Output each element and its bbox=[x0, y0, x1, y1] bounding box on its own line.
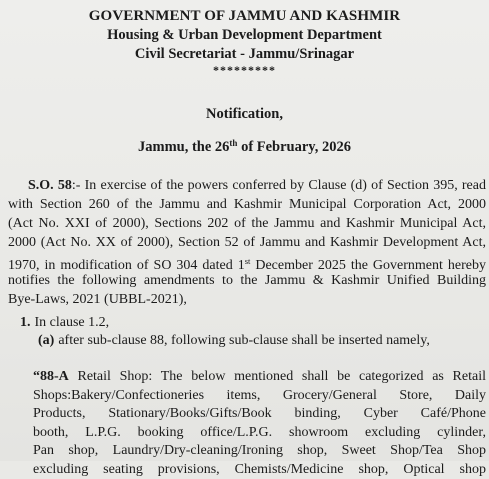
inserted-line-3: Products, Stationary/Books/Gifts/Book binding, Cyber Café/Phone bbox=[33, 405, 486, 424]
sub-clause-a bbox=[38, 333, 430, 349]
date-ordinal: th bbox=[229, 138, 237, 148]
inserted-line-1: “88-A Retail Shop: The below mentioned shall be categorized as Retail bbox=[33, 368, 486, 387]
inserted-label: “88-A bbox=[33, 369, 69, 384]
order-line-7: Bye-Laws, 2021 (UBBL-2021), bbox=[8, 290, 486, 309]
inserted-line-5: Pan shop, Laundry/Dry-cleaning/Ironing shop, Sweet Shop/Tea Shop bbox=[33, 442, 486, 461]
clause-number: 1. bbox=[20, 315, 31, 330]
inserted-line-6: excluding seating provisions, Chemists/Medicine shop, Optical shop bbox=[33, 461, 486, 479]
sub-clause-text: after sub-clause 88, following sub-clause shall be inserted namely, bbox=[58, 333, 430, 348]
inserted-line-4: booth, L.P.G. booking office/L.P.G. showroom excluding cylinder, bbox=[33, 424, 486, 443]
inserted-sub-clause bbox=[33, 368, 486, 479]
order-label: S.O. 58 bbox=[28, 178, 72, 193]
separator-stars: ********* bbox=[0, 63, 489, 78]
order-line-1: S.O. 58:- In exercise of the powers conferred by Clause (d) of Section 395, read bbox=[8, 176, 486, 195]
order-line-6: notifies the following amendments to the Jammu & Kashmir Unified Building bbox=[8, 271, 486, 290]
order-line-5: 1970, in modification of SO 304 dated 1st December 2025 the Government hereby bbox=[8, 252, 486, 271]
clause-text: In clause 1.2, bbox=[35, 315, 110, 330]
order-paragraph bbox=[8, 176, 486, 309]
date-prefix: Jammu, the 26 bbox=[138, 139, 229, 155]
secretariat-heading: Civil Secretariat - Jammu/Srinagar bbox=[0, 46, 489, 63]
notification-title: Notification, bbox=[0, 106, 489, 123]
order-line-3: (Act No. XXI of 2000), Sections 202 of the Jammu and Kashmir Municipal Act, bbox=[8, 214, 486, 233]
notification-date bbox=[0, 138, 489, 156]
inserted-line-2: Shops:Bakery/Confectioneries items, Grocery/General Store, Daily bbox=[33, 387, 486, 406]
order-line-2: with Section 260 of the Jammu and Kashmir Municipal Corporation Act, 2000 bbox=[8, 195, 486, 214]
sub-clause-number: (a) bbox=[38, 333, 54, 348]
clause-1 bbox=[20, 315, 109, 331]
date-rest: of February, 2026 bbox=[237, 139, 351, 155]
government-heading: GOVERNMENT OF JAMMU AND KASHMIR bbox=[0, 8, 489, 25]
department-heading: Housing & Urban Development Department bbox=[0, 27, 489, 44]
order-line-4: 2000 (Act No. XX of 2000), Section 52 of Jammu and Kashmir Development Act, bbox=[8, 233, 486, 252]
